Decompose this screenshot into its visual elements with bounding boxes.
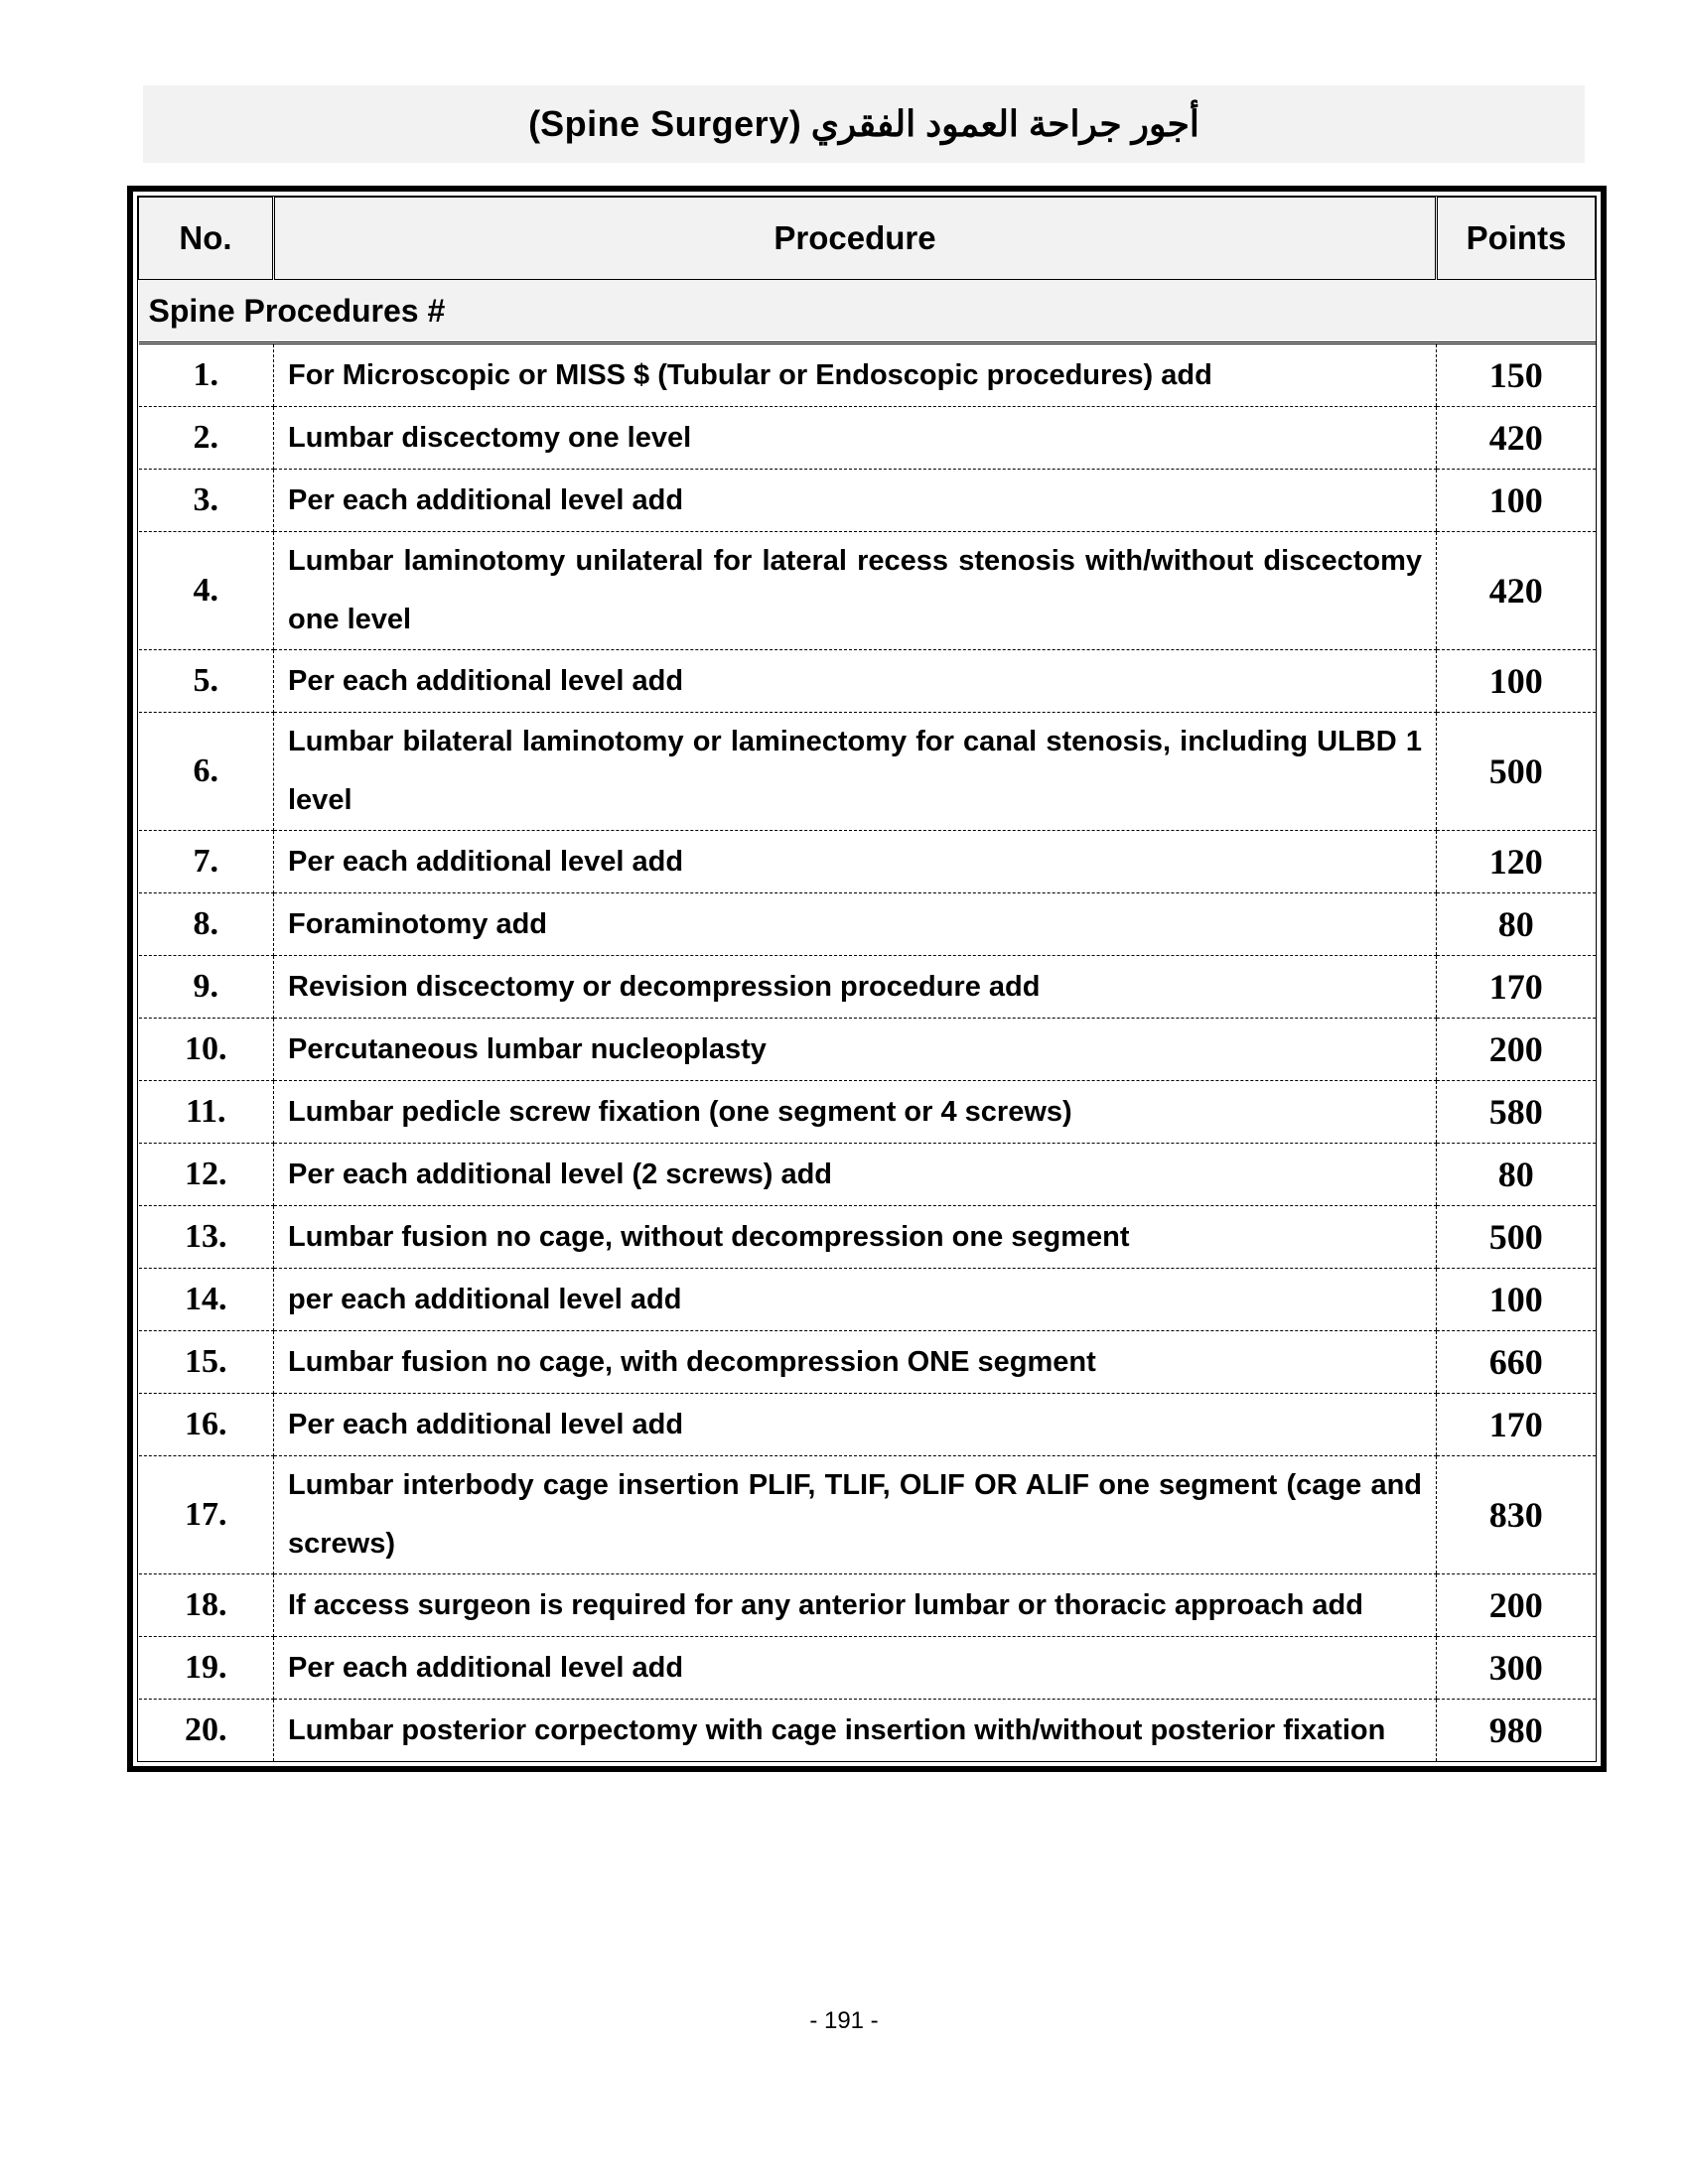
table-row xyxy=(139,1394,1596,1456)
row-procedure: Lumbar pedicle screw fixation (one segment or 4 screws) xyxy=(274,1081,1437,1144)
row-points: 580 xyxy=(1437,1081,1596,1144)
page-title-bar xyxy=(143,85,1585,163)
row-procedure: Per each additional level add xyxy=(274,1637,1437,1700)
row-procedure: Lumbar fusion no cage, without decompression one segment xyxy=(274,1206,1437,1269)
row-number: 1. xyxy=(139,343,274,407)
row-number: 12. xyxy=(139,1144,274,1206)
table-row xyxy=(139,1574,1596,1637)
row-number: 20. xyxy=(139,1700,274,1762)
row-points: 200 xyxy=(1437,1019,1596,1081)
row-procedure: Lumbar posterior corpectomy with cage insertion with/without posterior fixation xyxy=(288,1713,1386,1746)
table-row xyxy=(139,343,1596,407)
page-title: أجور جراحة العمود الفقري (Spine Surgery) xyxy=(528,103,1199,144)
page-number: - 191 - xyxy=(809,2007,879,2034)
table-row xyxy=(139,650,1596,713)
row-points: 170 xyxy=(1437,956,1596,1019)
table-row xyxy=(139,956,1596,1019)
row-number: 7. xyxy=(139,831,274,893)
row-procedure: Per each additional level (2 screws) add xyxy=(274,1144,1437,1206)
row-points: 500 xyxy=(1437,1206,1596,1269)
row-procedure: Per each additional level add xyxy=(274,470,1437,532)
table-row xyxy=(139,470,1596,532)
row-points: 300 xyxy=(1437,1637,1596,1700)
table-row xyxy=(139,1456,1596,1574)
row-procedure: If access surgeon is required for any anterior lumbar or thoracic approach add xyxy=(274,1574,1437,1637)
row-points: 500 xyxy=(1437,713,1596,831)
row-number: 17. xyxy=(139,1456,274,1574)
table-row xyxy=(139,1637,1596,1700)
table-row xyxy=(139,1331,1596,1394)
row-points: 120 xyxy=(1437,831,1596,893)
row-number: 14. xyxy=(139,1269,274,1331)
table-row xyxy=(139,1081,1596,1144)
table-row xyxy=(139,1206,1596,1269)
row-procedure: Per each additional level add xyxy=(274,831,1437,893)
row-procedure: For Microscopic or MISS $ (Tubular or Endoscopic procedures) add xyxy=(274,343,1437,407)
row-procedure: Lumbar fusion no cage, with decompression ONE segment xyxy=(274,1331,1437,1394)
row-procedure: Lumbar bilateral laminotomy or laminectomy for canal stenosis, including ULBD 1 level xyxy=(274,713,1437,831)
row-number: 9. xyxy=(139,956,274,1019)
row-number: 6. xyxy=(139,713,274,831)
row-points: 980 xyxy=(1437,1700,1596,1762)
section-label: Spine Procedures # xyxy=(139,280,1596,343)
fee-table-inner-border xyxy=(137,196,1597,1762)
row-number: 18. xyxy=(139,1574,274,1637)
row-number: 8. xyxy=(139,893,274,956)
row-procedure: Lumbar interbody cage insertion PLIF, TLIF, OLIF OR ALIF one segment (cage and screws) xyxy=(274,1456,1437,1574)
table-row xyxy=(139,893,1596,956)
row-procedure: Percutaneous lumbar nucleoplasty xyxy=(274,1019,1437,1081)
row-points: 200 xyxy=(1437,1574,1596,1637)
row-number: 2. xyxy=(139,407,274,470)
row-number: 5. xyxy=(139,650,274,713)
header-no: No. xyxy=(139,198,274,280)
row-procedure: Lumbar laminotomy unilateral for lateral recess stenosis with/without discectomy one level xyxy=(274,532,1437,650)
section-row xyxy=(139,280,1596,343)
table-row xyxy=(139,831,1596,893)
table-header-row xyxy=(139,198,1596,280)
row-points: 420 xyxy=(1437,407,1596,470)
row-number: 15. xyxy=(139,1331,274,1394)
row-points: 150 xyxy=(1437,343,1596,407)
row-procedure: per each additional level add xyxy=(274,1269,1437,1331)
row-points: 100 xyxy=(1437,1269,1596,1331)
table-row xyxy=(139,407,1596,470)
table-row xyxy=(139,1700,1596,1762)
table-row xyxy=(139,1269,1596,1331)
row-points: 170 xyxy=(1437,1394,1596,1456)
row-number: 19. xyxy=(139,1637,274,1700)
row-number: 13. xyxy=(139,1206,274,1269)
row-points: 660 xyxy=(1437,1331,1596,1394)
table-row xyxy=(139,713,1596,831)
table-row xyxy=(139,532,1596,650)
table-row xyxy=(139,1144,1596,1206)
row-points: 80 xyxy=(1437,1144,1596,1206)
row-points: 100 xyxy=(1437,470,1596,532)
row-procedure: Foraminotomy add xyxy=(274,893,1437,956)
row-number: 3. xyxy=(139,470,274,532)
row-number: 4. xyxy=(139,532,274,650)
row-number: 10. xyxy=(139,1019,274,1081)
table-row xyxy=(139,1019,1596,1081)
header-points: Points xyxy=(1437,198,1596,280)
row-procedure: Lumbar discectomy one level xyxy=(274,407,1437,470)
row-points: 80 xyxy=(1437,893,1596,956)
row-points: 830 xyxy=(1437,1456,1596,1574)
row-procedure: Per each additional level add xyxy=(274,1394,1437,1456)
fee-table xyxy=(138,197,1596,1761)
row-points: 420 xyxy=(1437,532,1596,650)
header-procedure: Procedure xyxy=(274,198,1437,280)
row-points: 100 xyxy=(1437,650,1596,713)
fee-table-frame xyxy=(127,186,1607,1772)
row-procedure: Per each additional level add xyxy=(274,650,1437,713)
row-procedure: Revision discectomy or decompression procedure add xyxy=(274,956,1437,1019)
row-number: 11. xyxy=(139,1081,274,1144)
row-number: 16. xyxy=(139,1394,274,1456)
